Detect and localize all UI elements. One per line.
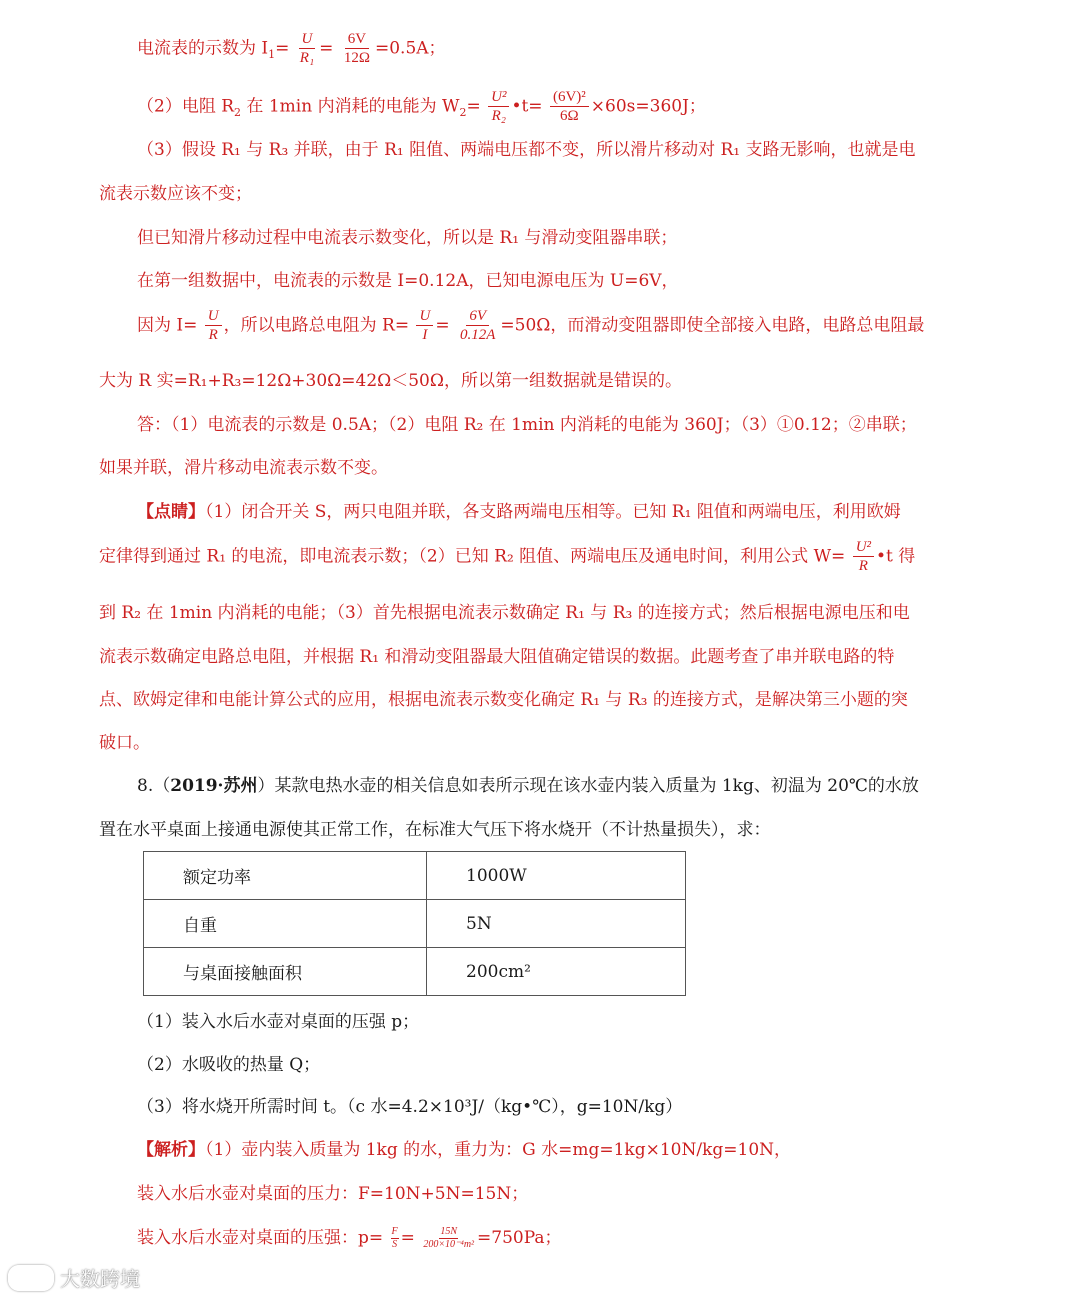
subscript: 1	[268, 47, 276, 61]
numerator: 6V	[466, 307, 489, 326]
fraction-u-over-i	[416, 307, 433, 345]
solution-line-6: 在第一组数据中，电流表的示数是 I=0.12A，已知电源电压为 U=6V，	[137, 271, 679, 291]
fraction-15n-over-area	[422, 1226, 475, 1251]
denominator: R₁	[299, 50, 315, 66]
fraction-6v-over-12	[341, 30, 373, 68]
answer-line-2: 如果并联，滑片移动电流表示数不变。	[99, 458, 388, 478]
text: （1）壶内装入质量为 1kg 的水，重力为：G 水=mg=1kg×10N/kg=10N，	[205, 1140, 792, 1160]
text: =	[435, 315, 450, 336]
denominator: S	[392, 1239, 398, 1250]
numerator: U²	[853, 538, 874, 557]
hint-line-2	[99, 538, 915, 576]
text: =	[319, 38, 334, 59]
numerator: 15N	[440, 1226, 458, 1237]
sub-question-3: （3）将水烧开所需时间 t。（c 水=4.2×10³J/（kg•℃），g=10N/kg）	[137, 1097, 683, 1117]
analysis-line-2: 装入水后水壶对桌面的压力：F=10N+5N=15N；	[137, 1184, 529, 1204]
text: •t 得	[876, 546, 916, 567]
text: =750Pa；	[477, 1228, 562, 1248]
solution-line-1	[137, 30, 446, 68]
kettle-spec-table	[143, 851, 686, 996]
table-cell-label: 与桌面接触面积	[144, 948, 427, 996]
table-row	[144, 852, 686, 900]
table-cell-value: 200cm²	[427, 948, 686, 996]
fraction-u-over-r	[205, 307, 222, 345]
text: 在 1min 内消耗的电能为 W	[241, 96, 460, 117]
sub-question-2: （2）水吸收的热量 Q；	[137, 1055, 321, 1075]
solution-line-8: 大为 R 实=R₁+R₃=12Ω+30Ω=42Ω＜50Ω，所以第一组数据就是错误的。	[99, 371, 682, 391]
question-8-line-1	[137, 774, 919, 798]
text: （2）电阻 R	[137, 96, 235, 117]
hint-line-6: 破口。	[99, 733, 150, 753]
numerator: U²	[488, 88, 509, 107]
hint-line-4: 流表示数确定电路总电阻，并根据 R₁ 和滑动变阻器最大阻值确定错误的数据。此题考查了串并联电路的特	[99, 647, 895, 667]
solution-line-4: 流表示数应该不变；	[99, 184, 252, 204]
solution-line-5: 但已知滑片移动过程中电流表示数变化，所以是 R₁ 与滑动变阻器串联；	[137, 228, 678, 248]
denominator: R	[208, 327, 218, 343]
hint-line-5: 点、欧姆定律和电能计算公式的应用，根据电流表示数变化确定 R₁ 与 R₃ 的连接方式，是解决第三小题的突	[99, 690, 908, 710]
text: ）某款电热水壶的相关信息如表所示现在该水壶内装入质量为 1kg、初温为 20℃的水放	[257, 776, 919, 796]
numerator: F	[391, 1226, 398, 1237]
fraction-6v-over-012a	[457, 307, 498, 345]
text: =50Ω，而滑动变阻器即使全部接入电路，电路总电阻最	[500, 315, 925, 336]
fraction-u-over-r1	[297, 30, 317, 68]
solution-line-3: （3）假设 R₁ 与 R₃ 并联，由于 R₁ 阻值、两端电压都不变，所以滑片移动对 R₁ 支路无影响，也就是电	[137, 140, 916, 160]
fraction-f-over-s	[391, 1226, 399, 1251]
text: =	[275, 38, 290, 59]
denominator: R	[858, 558, 868, 574]
table-cell-value: 1000W	[427, 852, 686, 900]
text: ，所以电路总电阻为 R=	[223, 315, 410, 336]
text: =	[466, 96, 481, 117]
denominator: 200×10⁻⁴m²	[423, 1239, 475, 1250]
analysis-line-1	[137, 1138, 791, 1162]
solution-line-2	[137, 88, 706, 126]
fraction-u2-over-r	[853, 538, 874, 576]
watermark-text: 大数跨境	[60, 1267, 140, 1291]
text: 定律得到通过 R₁ 的电流，即电流表示数；（2）已知 R₂ 阻值、两端电压及通电时间，利用公式 W=	[99, 546, 846, 567]
denominator: 6Ω	[560, 108, 579, 124]
numerator: U	[205, 307, 222, 326]
denominator: I	[422, 327, 428, 343]
solution-line-7	[137, 307, 924, 345]
numerator: (6V)²	[550, 88, 589, 107]
fraction-u2-over-r2	[488, 88, 509, 126]
table-cell-label: 自重	[144, 900, 427, 948]
question-source: 2019·苏州	[170, 776, 258, 796]
numerator: U	[416, 307, 433, 326]
watermark	[8, 1263, 140, 1292]
sub-question-1: （1）装入水后水壶对桌面的压强 p；	[137, 1012, 420, 1032]
text: =	[400, 1228, 415, 1248]
text: 8.（	[137, 776, 171, 796]
fraction-6v2-over-6	[550, 88, 589, 126]
text: •t=	[511, 96, 543, 117]
table-row	[144, 900, 686, 948]
analysis-line-3	[137, 1226, 562, 1251]
numerator: 6V	[345, 30, 369, 49]
answer-line-1: 答：（1）电流表的示数是 0.5A；（2）电阻 R₂ 在 1min 内消耗的电能为 360J；（3）①0.12；②串联；	[137, 415, 917, 435]
watermark-logo-icon	[8, 1265, 54, 1291]
hint-line-1	[137, 500, 901, 524]
table-row	[144, 948, 686, 996]
text: 装入水后水壶对桌面的压强：p=	[137, 1228, 384, 1248]
hint-line-3: 到 R₂ 在 1min 内消耗的电能；（3）首先根据电流表示数确定 R₁ 与 R₃ 的连接方式；然后根据电源电压和电	[99, 603, 910, 623]
text: （1）闭合开关 S，两只电阻并联，各支路两端电压相等。已知 R₁ 阻值和两端电压，利用欧姆	[205, 502, 901, 522]
table-cell-label: 额定功率	[144, 852, 427, 900]
subscript: 2	[459, 105, 467, 119]
text: 因为 I=	[137, 315, 198, 336]
denominator: 0.12A	[459, 327, 496, 343]
subscript: 2	[234, 105, 242, 119]
text: =0.5A；	[374, 38, 446, 59]
denominator: 12Ω	[343, 50, 370, 66]
hint-label: 【点睛】	[137, 502, 205, 522]
question-8-line-2: 置在水平桌面上接通电源使其正常工作，在标准大气压下将水烧开（不计热量损失），求：	[99, 820, 771, 840]
analysis-label: 【解析】	[137, 1140, 205, 1160]
text: ×60s=360J；	[590, 96, 706, 117]
table-cell-value: 5N	[427, 900, 686, 948]
numerator: U	[299, 30, 316, 49]
denominator: R₂	[491, 108, 506, 124]
text: 电流表的示数为 I	[137, 38, 269, 59]
